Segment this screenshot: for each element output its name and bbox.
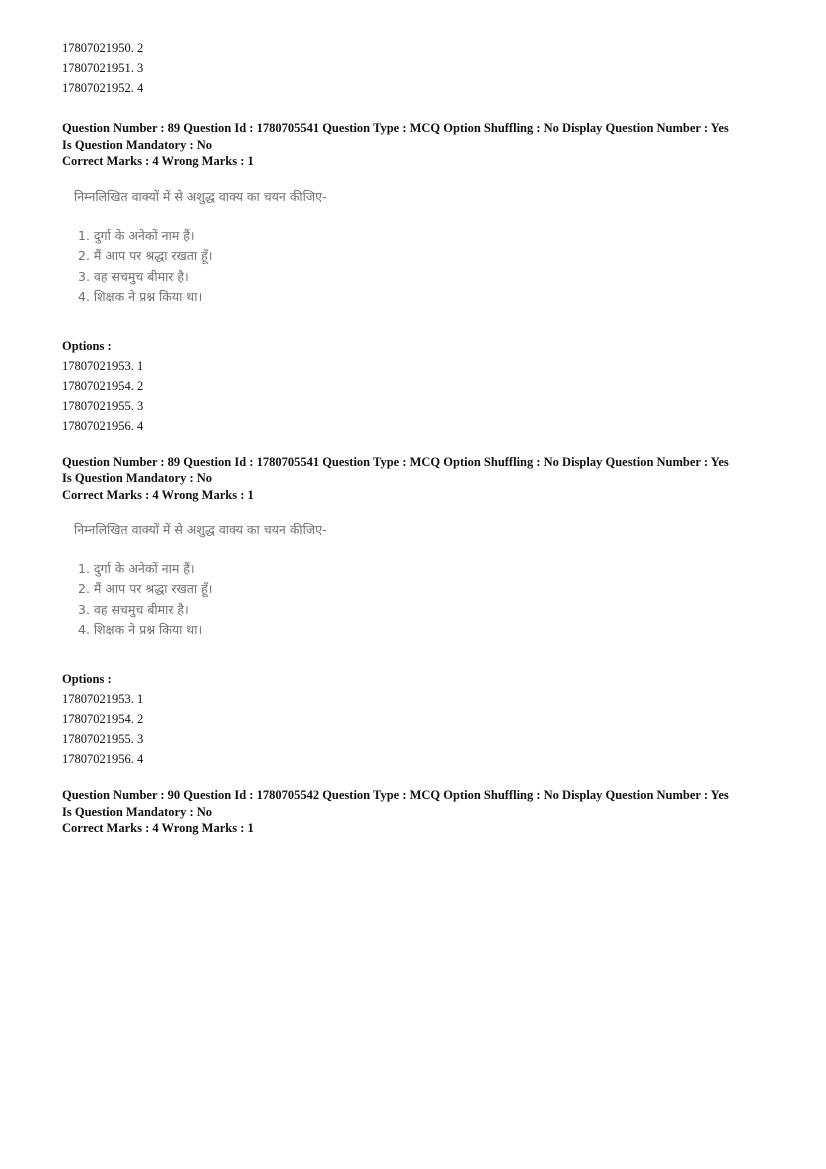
options-label: Options : bbox=[62, 672, 112, 686]
question-stem: निम्नलिखित वाक्यों में से अशुद्ध वाक्य का चयन कीजिए- bbox=[74, 522, 327, 537]
document-page bbox=[62, 38, 782, 837]
option-line: 17807021956. 4 bbox=[62, 418, 144, 433]
option-line: 17807021956. 4 bbox=[62, 752, 144, 766]
option-line: 17807021952. 4 bbox=[62, 81, 144, 95]
option-line: 17807021955. 3 bbox=[62, 732, 144, 746]
option-line: 17807021955. 3 bbox=[62, 398, 144, 413]
option-line: 17807021954. 2 bbox=[62, 712, 144, 726]
question-block bbox=[62, 120, 782, 436]
question-mandatory-line: Is Question Mandatory : No bbox=[62, 137, 213, 152]
question-image-option: 4. शिक्षक ने प्रश्न किया था। bbox=[78, 288, 203, 304]
option-line: 17807021954. 2 bbox=[62, 378, 144, 393]
question-image-option: 3. वह सचमुच बीमार है। bbox=[78, 268, 189, 284]
question-marks-line: Correct Marks : 4 Wrong Marks : 1 bbox=[62, 821, 254, 835]
question-image-option: 4. शिक्षक ने प्रश्न किया था। bbox=[78, 622, 203, 637]
question-stem: निम्नलिखित वाक्यों में से अशुद्ध वाक्य का चयन कीजिए- bbox=[74, 188, 327, 204]
option-line: 17807021953. 1 bbox=[62, 358, 144, 373]
question-image bbox=[74, 521, 394, 649]
question-image-option: 1. दुर्गा के अनेकों नाम हैं। bbox=[78, 227, 195, 243]
question-image-option: 2. मैं आप पर श्रद्धा रखता हूँ। bbox=[78, 247, 213, 263]
question-meta-line: Question Number : 89 Question Id : 1780705541 Question Type : MCQ Option Shuffling : No Display Question Number : Yes bbox=[62, 454, 729, 469]
question-mandatory-line: Is Question Mandatory : No bbox=[62, 804, 213, 819]
question-image-option: 2. मैं आप पर श्रद्धा रखता हूँ। bbox=[78, 581, 213, 596]
question-image-option: 3. वह सचमुच बीमार है। bbox=[78, 602, 189, 617]
question-block bbox=[62, 454, 782, 770]
top-options-list bbox=[62, 38, 782, 98]
option-line: 17807021950. 2 bbox=[62, 41, 144, 55]
question-marks-line: Correct Marks : 4 Wrong Marks : 1 bbox=[62, 487, 254, 502]
question-block bbox=[62, 787, 782, 837]
question-meta-line: Question Number : 90 Question Id : 1780705542 Question Type : MCQ Option Shuffling : No Display Question Number : Yes bbox=[62, 788, 729, 802]
question-marks-line: Correct Marks : 4 Wrong Marks : 1 bbox=[62, 154, 254, 168]
question-mandatory-line: Is Question Mandatory : No bbox=[62, 471, 213, 485]
question-meta-line: Question Number : 89 Question Id : 1780705541 Question Type : MCQ Option Shuffling : No Display Question Number : Yes bbox=[62, 121, 729, 135]
question-image-option: 1. दुर्गा के अनेकों नाम हैं। bbox=[78, 561, 195, 576]
option-line: 17807021951. 3 bbox=[62, 61, 144, 75]
question-image bbox=[74, 188, 394, 316]
options-label: Options : bbox=[62, 338, 112, 353]
option-line: 17807021953. 1 bbox=[62, 692, 144, 706]
